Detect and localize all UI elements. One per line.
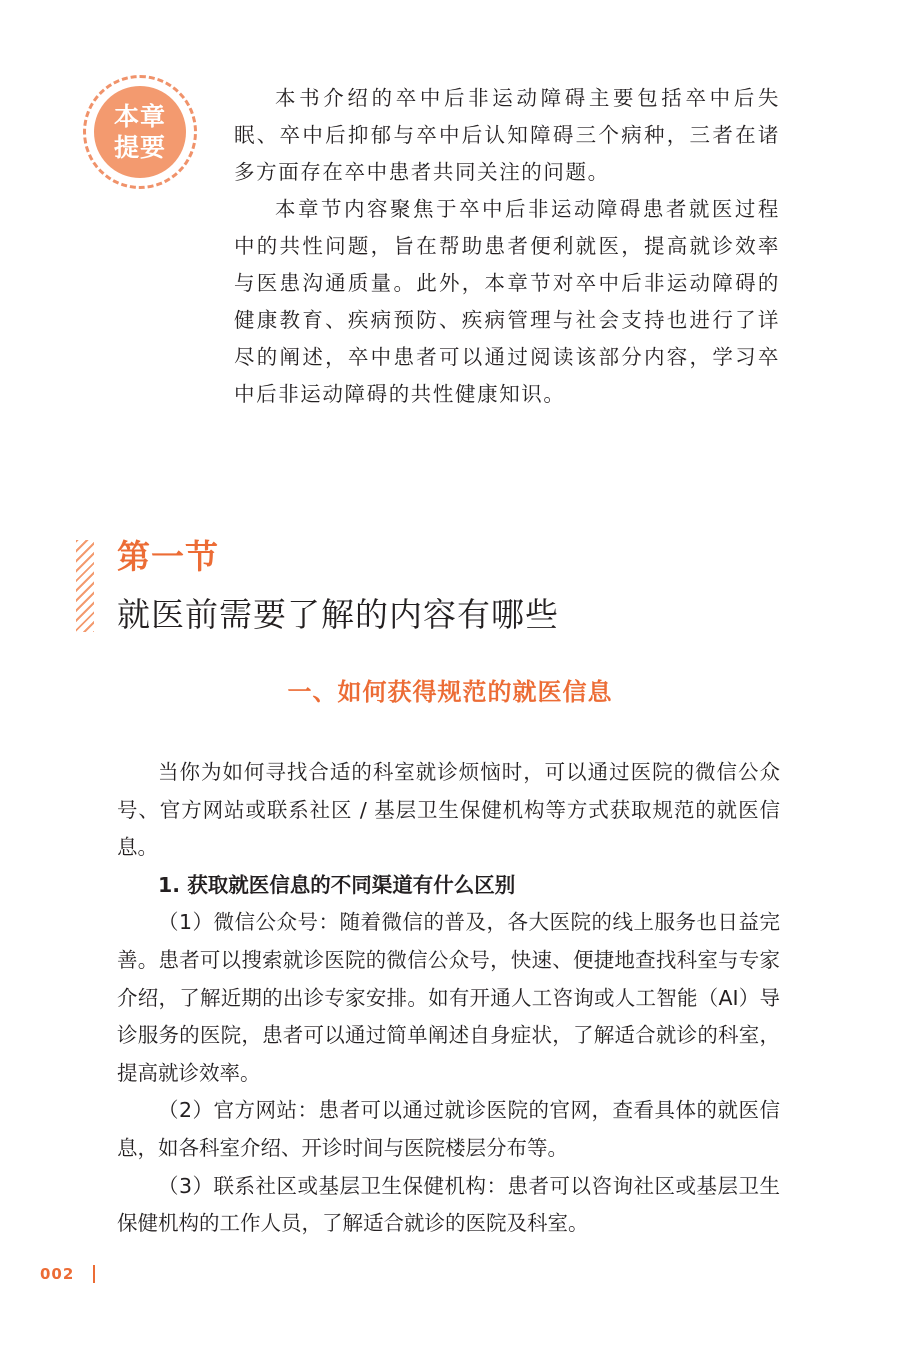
item-heading: 1. 获取就医信息的不同渠道有什么区别 <box>158 872 516 897</box>
point-paragraph: （2）官方网站：患者可以通过就诊医院的官网，查看具体的就医信息，如各科室介绍、开诊时间与医院楼层分布等。 <box>117 1098 780 1160</box>
badge-line-1: 本章 <box>113 102 166 131</box>
badge-circle <box>94 86 186 178</box>
section-hatch-decoration <box>76 540 94 632</box>
chapter-summary-badge <box>83 75 197 189</box>
section-title: 就医前需要了解的内容有哪些 <box>117 595 559 634</box>
body-text <box>117 754 780 1243</box>
sub-heading: 一、如何获得规范的就医信息 <box>287 678 613 706</box>
summary-paragraph: 本书介绍的卒中后非运动障碍主要包括卒中后失眠、卒中后抑郁与卒中后认知障碍三个病种，三者在诸多方面存在卒中患者共同关注的问题。 <box>234 86 780 184</box>
page-number: 002 <box>40 1265 75 1283</box>
page-number-divider <box>93 1265 95 1283</box>
intro-paragraph: 当你为如何寻找合适的科室就诊烦恼时，可以通过医院的微信公众号、官方网站或联系社区 / 基层卫生保健机构等方式获取规范的就医信息。 <box>117 760 780 860</box>
point-paragraph: （1）微信公众号：随着微信的普及，各大医院的线上服务也日益完善。患者可以搜索就诊医院的微信公众号，快速、便捷地查找科室与专家介绍，了解近期的出诊专家安排。如有开通人工咨询或人工智能（AI）导诊服务的医院，患者可以通过简单阐述自身症状，了解适合就诊的科室，提高就诊效率。 <box>117 910 780 1085</box>
section-label: 第一节 <box>117 537 219 576</box>
badge-line-2: 提要 <box>113 133 166 162</box>
point-paragraph: （3）联系社区或基层卫生保健机构：患者可以咨询社区或基层卫生保健机构的工作人员，了解适合就诊的医院及科室。 <box>117 1173 780 1236</box>
chapter-summary <box>234 80 780 413</box>
summary-paragraph: 本章节内容聚焦于卒中后非运动障碍患者就医过程中的共性问题，旨在帮助患者便利就医，提高就诊效率与医患沟通质量。此外，本章节对卒中后非运动障碍的健康教育、疾病预防、疾病管理与社会支持也进行了详尽的阐述，卒中患者可以通过阅读该部分内容，学习卒中后非运动障碍的共性健康知识。 <box>234 197 780 406</box>
